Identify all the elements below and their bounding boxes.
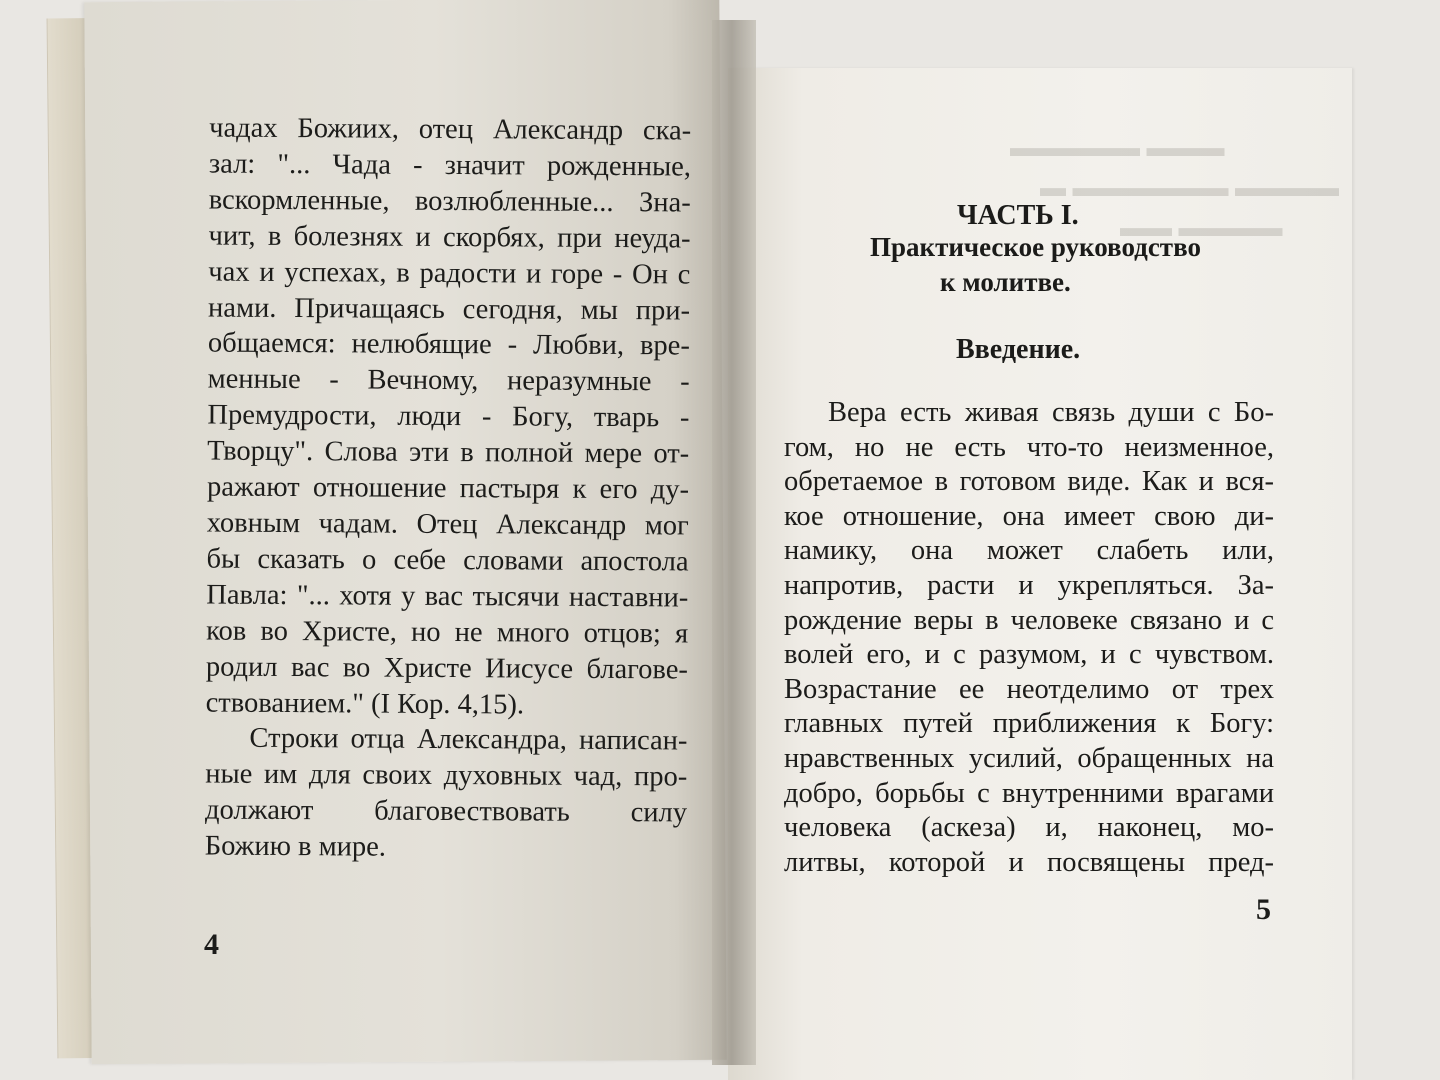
text-line: нравственных усилий, обращенных на: [784, 742, 1274, 774]
text-line: Павла: "... хотя у вас тысячи наставни-: [206, 579, 689, 614]
right-page-body: [784, 396, 1274, 880]
text-line: чадах Божиих, отец Александр ска-: [209, 112, 692, 147]
text-line: Творцу". Слова эти в полной мере от-: [207, 435, 690, 470]
text-line: зал: "... Чада - значит рожденные,: [208, 148, 692, 183]
intro-heading: Введение.: [956, 334, 1081, 365]
book-gutter: [712, 20, 756, 1065]
text-line: ные им для своих духовных чад, про-: [205, 758, 688, 793]
text-line: главных путей приближения к Богу:: [784, 708, 1274, 740]
text-line: менные - Вечному, неразумные -: [207, 363, 690, 398]
text-line: обретаемое в готовом виде. Как и вся-: [784, 466, 1274, 498]
text-line: волей его, и с разумом, и с чувством.: [784, 639, 1274, 671]
text-line: намику, она может слабеть или,: [784, 535, 1274, 567]
show-through-text: ▬▬▬ ▬▬▬▬▬: [1010, 133, 1225, 162]
text-line: бы сказать о себе словами апостола: [206, 543, 689, 578]
text-line: добро, борьбы с внутренними врагами: [784, 777, 1274, 809]
text-line: Премудрости, люди - Богу, тварь -: [207, 399, 690, 434]
text-line: Божию в мире.: [204, 830, 387, 863]
text-line: напротив, расти и укрепляться. За-: [784, 569, 1274, 601]
text-line: Вера есть живая связь души с Бо-: [828, 397, 1274, 428]
page-number-right: 5: [1256, 893, 1271, 926]
text-line: чит, в болезнях и скорбях, при неуда-: [208, 220, 691, 255]
text-line: общаемся: нелюбящие - Любви, вре-: [207, 327, 690, 362]
text-line: ков во Христе, но не много отцов; я: [206, 615, 689, 650]
text-line: Возрастание ее неотделимо от трех: [784, 673, 1274, 705]
text-line: вскормленные, возлюбленные... Зна-: [208, 184, 691, 219]
show-through-text: ▬▬▬▬ ▬▬: [1120, 213, 1283, 242]
section-title: Практическое руководство: [870, 232, 1201, 262]
text-line: родил вас во Христе Иисусе благове-: [205, 651, 688, 686]
text-line: Строки отца Александра, написан-: [249, 723, 688, 757]
text-line: ховным чадам. Отец Александр мог: [206, 507, 689, 542]
text-line: ствованием." (I Кор. 4,15).: [205, 687, 525, 720]
text-line: нами. Причащаясь сегодня, мы при-: [208, 292, 691, 327]
text-line: кое отношение, она имеет свою ди-: [784, 500, 1274, 532]
text-line: должают благовествовать силу: [204, 794, 688, 829]
text-line: рождение веры в человеке связано и с: [784, 604, 1274, 636]
show-through-text: ▬▬▬▬ ▬▬▬▬▬▬ ▬: [1040, 173, 1339, 202]
text-line: ражают отношение пастыря к его ду-: [206, 471, 690, 506]
text-line: чах и успехах, в радости и горе - Он с: [208, 256, 691, 291]
text-line: человека (аскеза) и, наконец, мо-: [784, 812, 1274, 844]
section-title: к молитве.: [940, 267, 1071, 297]
part-title: ЧАСТЬ I.: [957, 200, 1079, 231]
page-number-left: 4: [204, 928, 219, 961]
text-line: литвы, которой и посвящены пред-: [784, 846, 1274, 878]
text-line: гом, но не есть что-то неизменное,: [784, 431, 1274, 463]
left-page-body: [205, 111, 692, 868]
